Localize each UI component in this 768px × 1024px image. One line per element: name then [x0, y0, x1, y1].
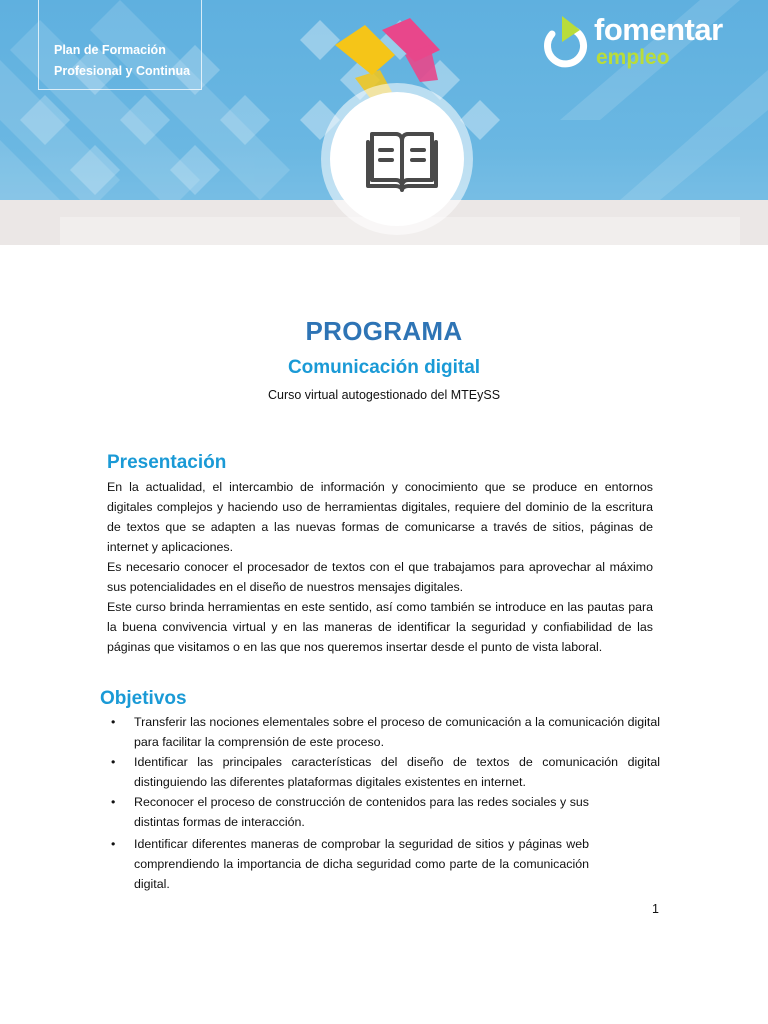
logo-play-icon: [540, 16, 592, 72]
open-book-icon: [366, 128, 438, 192]
presentation-paragraph: Este curso brinda herramientas en este sentido, así como también se introduce en las pautas para la buena convivencia virtual y en las maneras de identificar la seguridad y confiabilidad de las páginas que visitamos o en las que nos queremos insertar desde el punto de vista laboral.: [107, 600, 653, 654]
program-line-1: Plan de Formación: [54, 43, 166, 57]
presentation-body: [107, 477, 653, 657]
objective-item: • Identificar diferentes maneras de comprobar la seguridad de sitios y páginas web comprendiendo la importancia de dicha seguridad como parte de la comunicación digital.: [107, 834, 589, 894]
logo-word-empleo: empleo: [596, 46, 670, 69]
course-name: Comunicación digital: [287, 357, 481, 378]
page-number: 1: [652, 902, 659, 916]
presentation-heading: Presentación: [107, 452, 227, 473]
document-title: PROGRAMA: [305, 316, 463, 346]
book-badge: [330, 92, 464, 226]
presentation-paragraph: En la actualidad, el intercambio de información y conocimiento que se produce en entornos digitales complejos y haciendo uso de herramientas digitales, requiere del dominio de la escritura de textos que se adapten a las nuevas formas de comunicarse a través de sitios, páginas de internet y aplicaciones.: [107, 480, 653, 554]
course-type: Curso virtual autogestionado del MTEySS: [267, 388, 501, 402]
objective-item: • Identificar las principales características del diseño de textos de comunicación digital distinguiendo las diferentes plataformas digitales existentes en internet.: [107, 752, 660, 792]
objectives-heading: Objetivos: [100, 688, 187, 709]
program-line-2: Profesional y Continua: [54, 64, 191, 78]
fomentar-empleo-logo: [540, 12, 750, 72]
presentation-paragraph: Es necesario conocer el procesador de textos con el que trabajamos para aprovechar al máximo sus potencialidades en el diseño de nuestros mensajes digitales.: [107, 560, 653, 594]
objectives-list: [107, 712, 660, 894]
objective-item: • Transferir las nociones elementales sobre el proceso de comunicación a la comunicación digital para facilitar la comprensión de este proceso.: [107, 712, 660, 752]
objective-item: • Reconocer el proceso de construcción de contenidos para las redes sociales y sus distintas formas de interacción.: [107, 792, 589, 832]
program-label: [54, 40, 204, 82]
header-banner: [0, 0, 768, 245]
logo-word-fomentar: fomentar: [594, 12, 723, 47]
